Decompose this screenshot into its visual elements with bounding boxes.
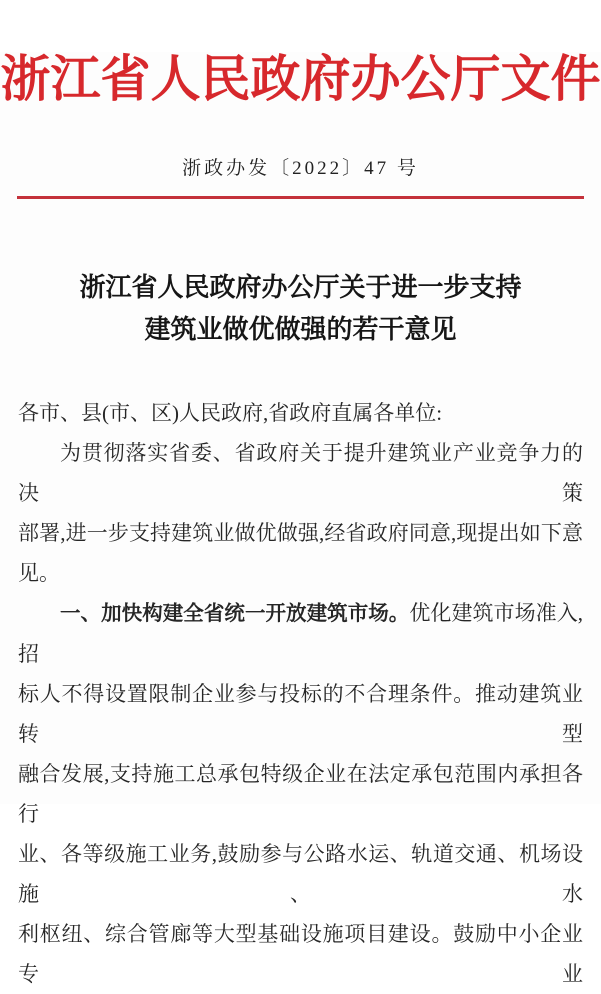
paragraph-line: [18, 914, 583, 994]
body-text: 标人不得设置限制企业参与投标的不合理条件。推动建筑业转型: [18, 682, 583, 746]
body-text: 为贯彻落实省委、省政府关于提升建筑业产业竞争力的决策: [18, 441, 583, 505]
body-text: 利枢纽、综合管廊等大型基础设施项目建设。鼓励中小企业专业: [18, 922, 583, 986]
document-title-line1: 浙江省人民政府办公厅关于进一步支持: [79, 273, 522, 302]
document-title-line2: 建筑业做优做强的若干意见: [144, 315, 457, 344]
body-text: 优化建筑市场准入,招: [18, 601, 584, 666]
salutation-text: 各市、县(市、区)人民政府,省政府直属各单位:: [18, 401, 443, 425]
paragraph-line: [18, 593, 583, 674]
document-body: [18, 393, 583, 994]
salutation-line: [18, 393, 583, 433]
document-number: 浙政办发〔2022〕47 号: [182, 158, 419, 179]
body-text: 部署,进一步支持建筑业做优做强,经省政府同意,现提出如下意: [18, 521, 583, 545]
paragraph-line: [18, 834, 583, 914]
body-text: 见。: [18, 561, 60, 585]
paragraph-line: [18, 513, 583, 553]
red-divider-line: [17, 196, 584, 199]
paragraph-line: [18, 674, 583, 754]
body-text: 业、各等级施工业务,鼓励参与公路水运、轨道交通、机场设施、水: [18, 842, 583, 906]
document-title: [0, 267, 601, 351]
document-page: [0, 51, 601, 986]
letterhead-title: 浙江省人民政府办公厅文件: [0, 51, 601, 107]
paragraph-line: [18, 754, 583, 834]
paragraph-line: [18, 433, 583, 513]
paragraph-line: [18, 553, 583, 593]
section-heading-text: 一、加快构建全省统一开放建筑市场。: [60, 602, 410, 625]
body-text: 融合发展,支持施工总承包特级企业在法定承包范围内承担各行: [18, 762, 583, 826]
